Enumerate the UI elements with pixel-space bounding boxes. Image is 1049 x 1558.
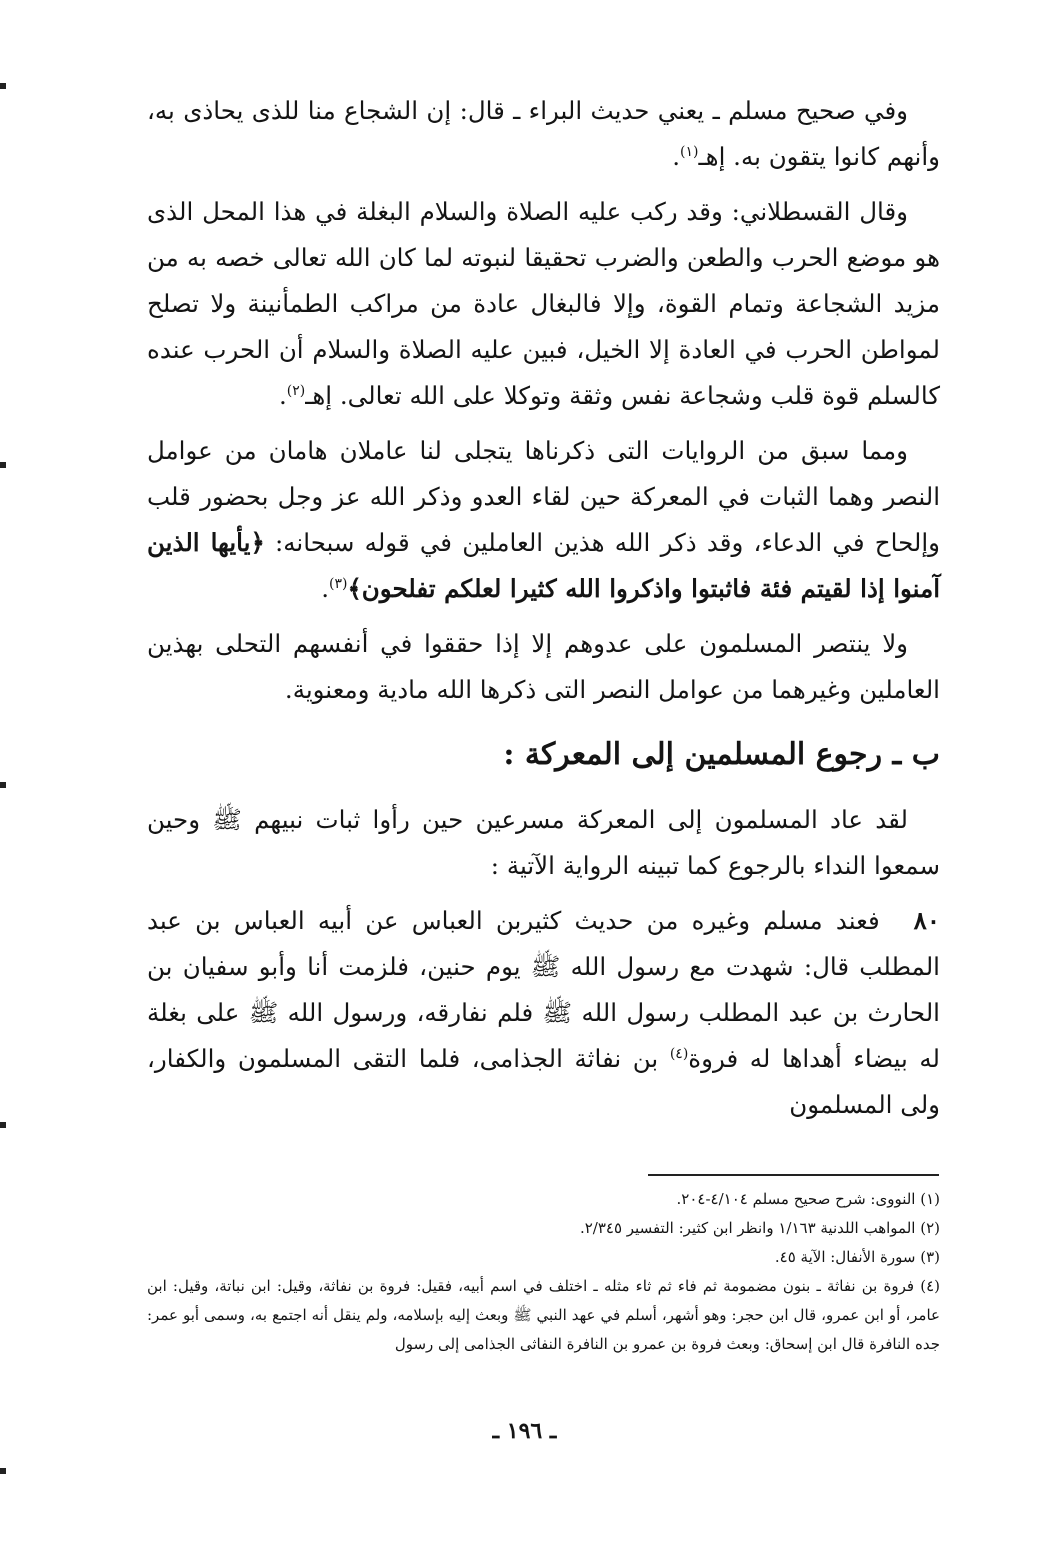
paragraph-4: [147, 621, 940, 713]
paragraph-1-end: .: [672, 142, 680, 171]
paragraph-2: [147, 189, 940, 419]
footnote-ref-3[interactable]: (٣): [328, 575, 348, 592]
paragraph-2-text: وقال القسطلاني: وقد ركب عليه الصلاة والسلام البغلة في هذا المحل الذى هو موضع الحرب والطعن والضرب تحقيقا لنبوته لما كان الله تعالى خصه به من مزيد الشجاعة وتمام القوة، وإلا فالبغال عادة من مراكب الطمأنينة ولا تصلح لمواطن الحرب في العادة إلا الخيل، فبين عليه الصلاة والسلام أن الحرب عنده كالسلم قوة قلب وشجاعة نفس وثقة وتوكلا على الله تعالى. إهـ: [147, 197, 940, 410]
footnote-ref-2[interactable]: (٢): [286, 382, 306, 399]
paragraph-3: [147, 428, 940, 612]
paragraph-3-end: .: [321, 574, 329, 603]
paragraph-5: [147, 797, 940, 889]
section-heading: ب ـ رجوع المسلمين إلى المعركة :: [503, 737, 940, 772]
paragraph-6: [147, 898, 940, 1128]
scan-margin-mark: [0, 1122, 6, 1128]
scan-margin-mark: [0, 462, 6, 468]
hadith-number: ٨٠: [913, 906, 940, 935]
paragraph-2-end: .: [278, 381, 287, 410]
footnote-1: (١) النووى: شرح صحيح مسلم ٤/١٠٤-٢٠٤.: [676, 1190, 940, 1208]
quran-verse: ﴿يأيها الذين آمنوا إذا لقيتم فئة فاثبتوا واذكروا الله كثيرا لعلكم تفلحون﴾: [147, 528, 940, 603]
footnote-divider: [648, 1174, 939, 1176]
page-number: ـ ١٩٦ ـ: [492, 1418, 557, 1444]
paragraph-5-text: لقد عاد المسلمون إلى المعركة مسرعين حين رأوا ثبات نبيهم ﷺ وحين سمعوا النداء بالرجوع كما تبينه الرواية الآتية :: [147, 805, 940, 880]
paragraph-3-text: ومما سبق من الروايات التى ذكرناها يتجلى لنا عاملان هامان من عوامل النصر وهما الثبات في المعركة حين لقاء العدو وذكر الله عز وجل بحضور قلب وإلحاح في الدعاء، وقد ذكر الله هذين العاملين في قوله سبحانه:: [147, 436, 940, 557]
footnotes: [147, 1185, 940, 1359]
scan-margin-mark: [0, 1468, 6, 1474]
scan-margin-mark: [0, 782, 6, 788]
footnote-2: (٢) المواهب اللدنية ١/١٦٣ وانظر ابن كثير: التفسير ٢/٣٤٥.: [579, 1219, 940, 1237]
paragraph-1: [147, 88, 940, 180]
footnote-ref-4[interactable]: (٤): [669, 1045, 689, 1062]
paragraph-6-text-a: فعند مسلم وغيره من حديث كثيربن العباس عن أبيه العباس بن عبد المطلب قال: شهدت مع رسول الله ﷺ يوم حنين، فلزمت أنا وأبو سفيان بن الحارث بن عبد المطلب رسول الله ﷺ فلم نفارقه، ورسول الله ﷺ على بغلة له بيضاء أهداها له فروة: [147, 906, 940, 1073]
paragraph-6-text-b: بن نفاثة الجذامى، فلما التقى المسلمون والكفار، ولى المسلمون: [147, 1044, 940, 1119]
paragraph-4-text: ولا ينتصر المسلمون على عدوهم إلا إذا حققوا في أنفسهم التحلى بهذين العاملين وغيرهما من عوامل النصر التى ذكرها الله مادية ومعنوية.: [147, 629, 940, 704]
paragraph-1-text: وفي صحيح مسلم ـ يعني حديث البراء ـ قال: إن الشجاع منا للذى يحاذى به، وأنهم كانوا يتقون به. إهـ: [147, 96, 940, 171]
page-body: [147, 88, 940, 1137]
footnote-3: (٣) سورة الأنفال: الآية ٤٥.: [774, 1248, 940, 1266]
footnote-ref-1[interactable]: (١): [680, 143, 699, 160]
footnote-4: (٤) فروة بن نفاثة ـ بنون مضمومة ثم فاء ثم ثاء مثله ـ اختلف في اسم أبيه، فقيل: فروة بن نفاثة، وقيل: ابن نباتة، وقيل: ابن عامر، أو ابن عمرو، قال ابن حجر: وهو أشهر، أسلم في عهد النبي ﷺ وبعث إليه بإسلامه، ولم ينقل أنه اجتمع به، وسمى أبو عمر: جده النافرة قال ابن إسحاق: وبعث فروة بن عمرو بن النافرة النفاثى الجذامى إلى رسول: [147, 1277, 940, 1353]
scan-margin-mark: [0, 83, 6, 89]
